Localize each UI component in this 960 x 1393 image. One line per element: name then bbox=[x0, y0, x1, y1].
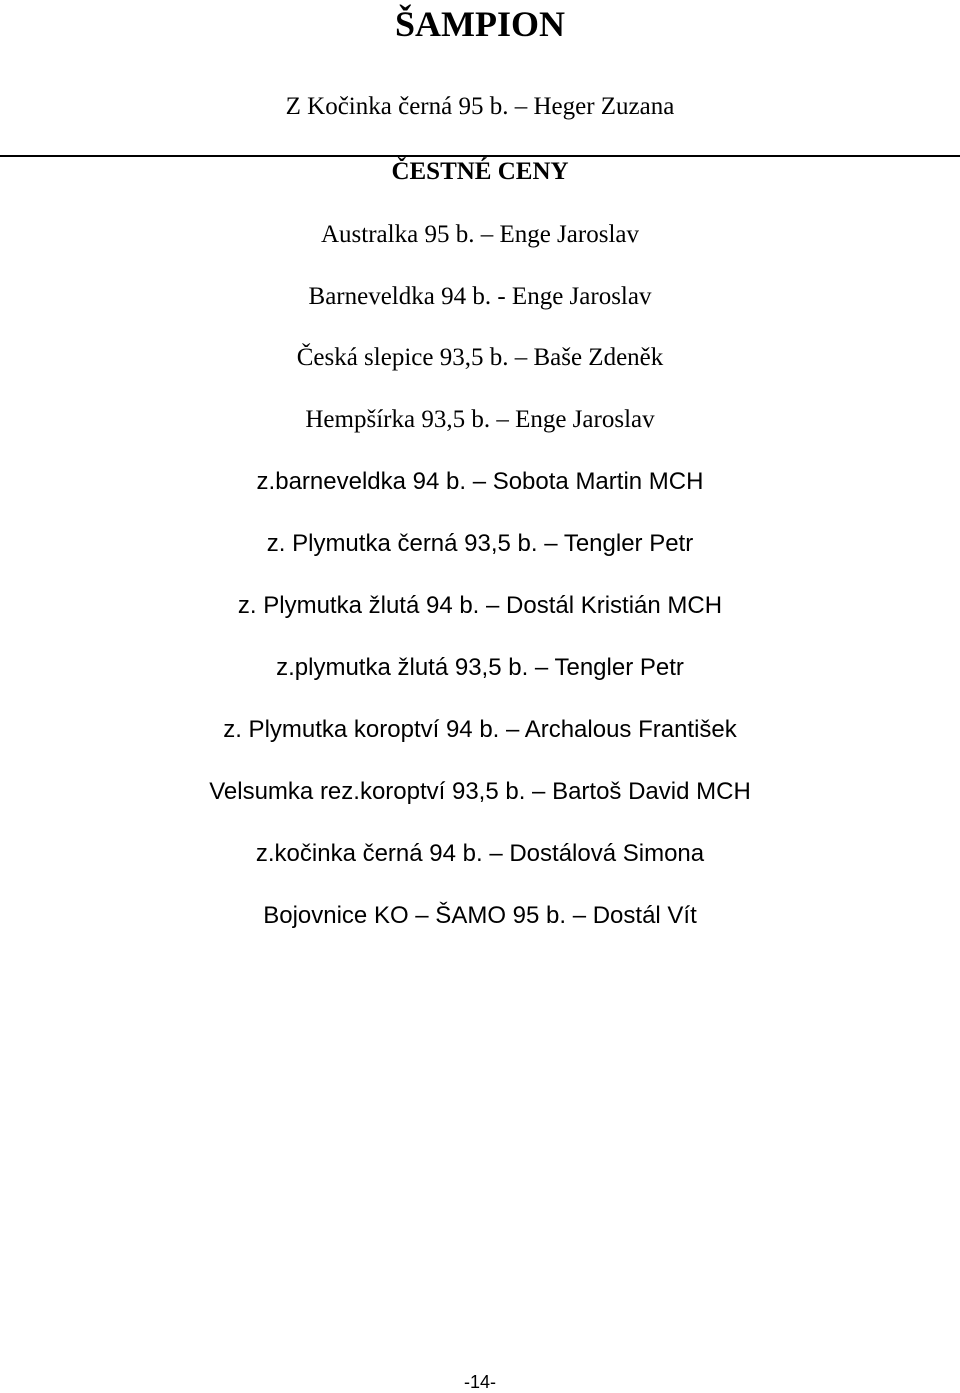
honor-entry: Hempšírka 93,5 b. – Enge Jaroslav bbox=[305, 406, 655, 433]
honor-entry: Barneveldka 94 b. - Enge Jaroslav bbox=[308, 283, 652, 310]
honor-entry: z. Plymutka žlutá 94 b. – Dostál Kristián MCH bbox=[237, 592, 723, 619]
honor-entry: z.plymutka žlutá 93,5 b. – Tengler Petr bbox=[276, 654, 684, 681]
honor-entry: z. Plymutka koroptví 94 b. – Archalous František bbox=[223, 716, 737, 743]
honor-entry: Australka 95 b. – Enge Jaroslav bbox=[321, 221, 639, 248]
honor-entry: z. Plymutka černá 93,5 b. – Tengler Petr bbox=[266, 530, 694, 557]
honor-entry: Velsumka rez.koroptví 93,5 b. – Bartoš David MCH bbox=[209, 778, 751, 805]
page-number: -14- bbox=[463, 1372, 496, 1392]
honor-entry: z.kočinka černá 94 b. – Dostálová Simona bbox=[255, 840, 705, 867]
page-title: ŠAMPION bbox=[395, 4, 565, 44]
honor-entry: Česká slepice 93,5 b. – Baše Zdeněk bbox=[296, 344, 664, 371]
champion-entry: Z Kočinka černá 95 b. – Heger Zuzana bbox=[285, 93, 675, 120]
honor-entry: z.barneveldka 94 b. – Sobota Martin MCH bbox=[256, 468, 704, 495]
honors-heading: ČESTNÉ CENY bbox=[391, 158, 569, 185]
honor-entry: Bojovnice KO – ŠAMO 95 b. – Dostál Vít bbox=[263, 902, 697, 929]
